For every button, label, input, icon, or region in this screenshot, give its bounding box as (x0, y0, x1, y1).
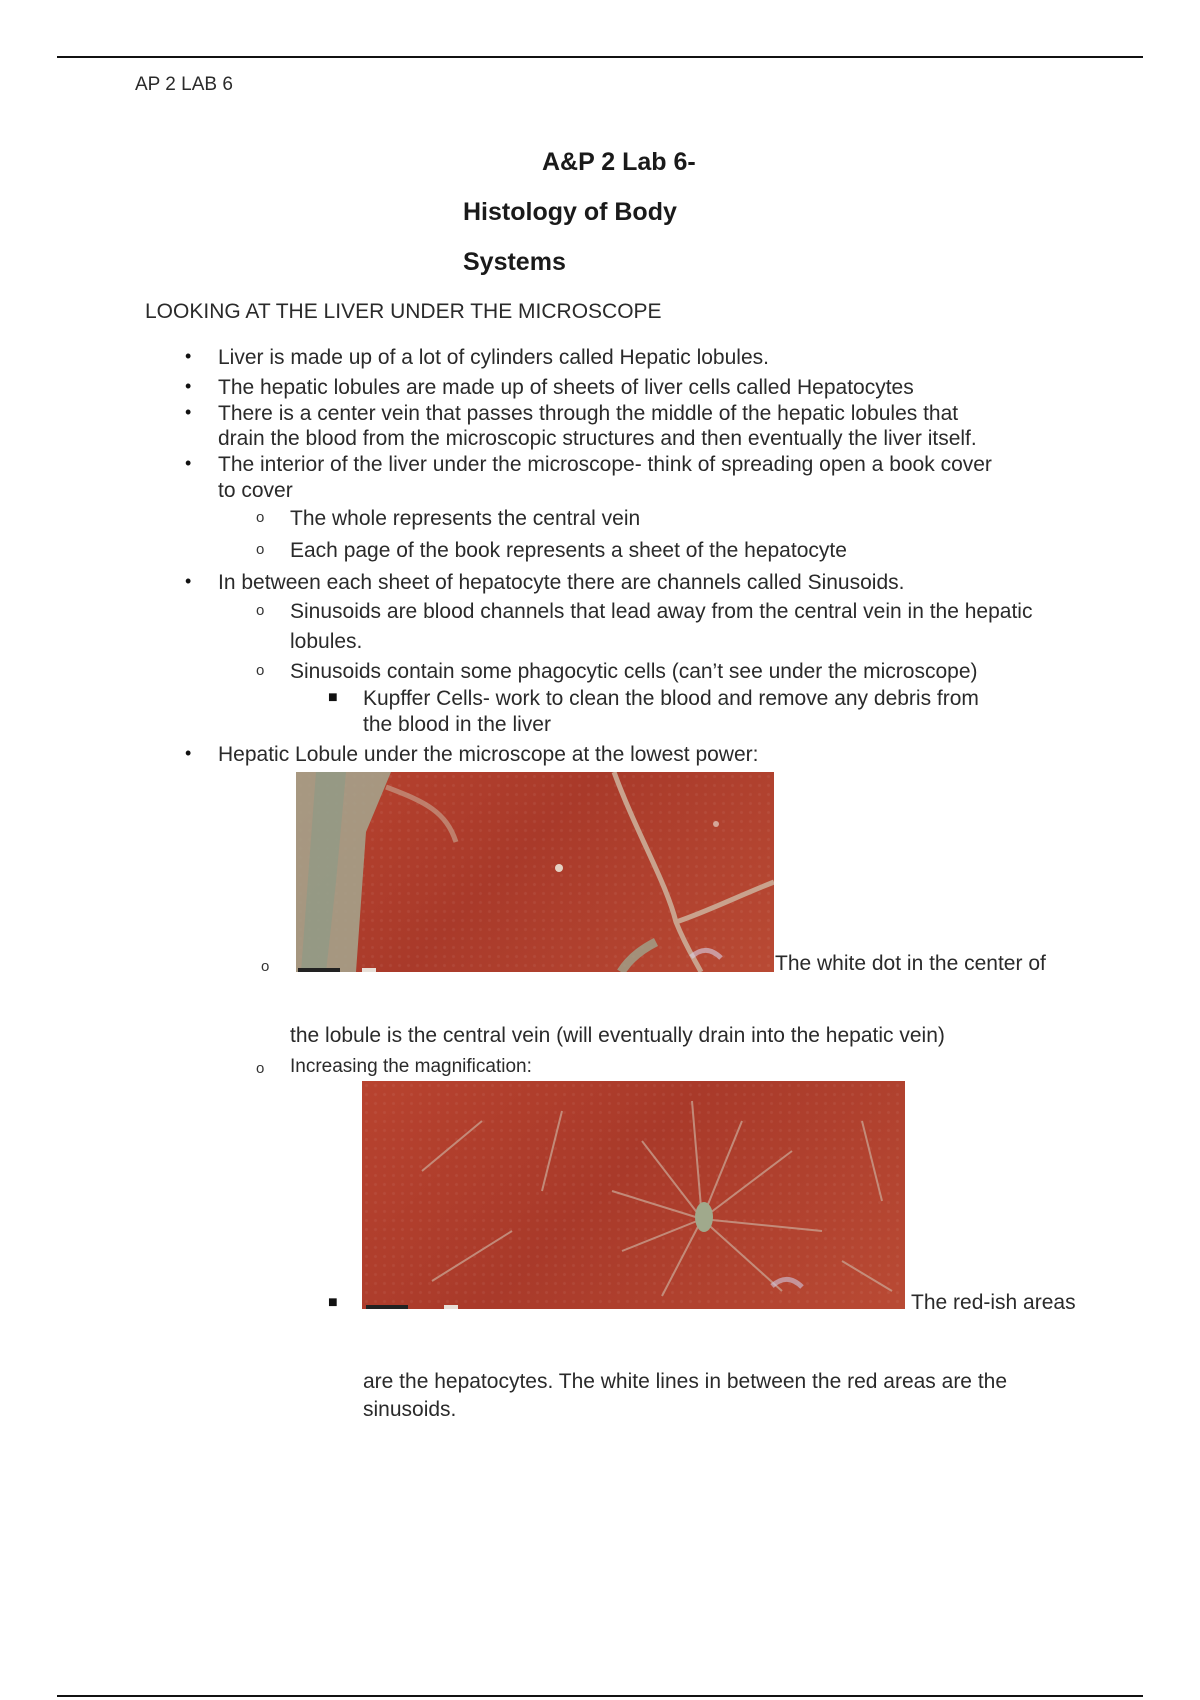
micrograph-1-caption-a: The white dot in the center of (775, 952, 1046, 975)
bullet-circle-icon: o (256, 541, 265, 558)
bullet-5-sub-1-line-1: Sinusoids are blood channels that lead away from the central vein in the hepatic (290, 600, 1033, 623)
bullet-square-icon: ■ (328, 689, 338, 706)
micrograph-2-caption-b-line-1: are the hepatocytes. The white lines in between the red areas are the (363, 1370, 1008, 1393)
bullet-5: In between each sheet of hepatocyte there are channels called Sinusoids. (218, 571, 905, 594)
footer-rule (57, 1695, 1143, 1697)
bullet-dot-icon: • (185, 376, 192, 396)
lobule-vessels-drawing (296, 772, 774, 972)
micrograph-high-power (362, 1081, 905, 1309)
bullet-3-line-1: There is a center vein that passes through the middle of the hepatic lobules that (218, 402, 959, 425)
page-header: AP 2 LAB 6 (135, 74, 233, 95)
bullet-5-subsub-1-line-1: Kupffer Cells- work to clean the blood and remove any debris from (363, 687, 979, 710)
bullet-dot-icon: • (185, 743, 192, 763)
bullet-square-icon: ■ (328, 1294, 338, 1311)
bullet-circle-icon: o (261, 958, 270, 975)
bullet-dot-icon: • (185, 453, 192, 473)
bullet-5-sub-2: Sinusoids contain some phagocytic cells (can’t see under the microscope) (290, 660, 978, 683)
header-rule (57, 56, 1143, 58)
bullet-circle-icon: o (256, 1060, 265, 1077)
title-line-1: A&P 2 Lab 6- (542, 148, 696, 176)
bullet-4-sub-1: The whole represents the central vein (290, 507, 641, 530)
bullet-1: Liver is made up of a lot of cylinders called Hepatic lobules. (218, 346, 769, 369)
bullet-circle-icon: o (256, 509, 265, 526)
bullet-4-line-1: The interior of the liver under the microscope- think of spreading open a book cover (218, 453, 992, 476)
scale-bar (298, 968, 340, 972)
bullet-dot-icon: • (185, 402, 192, 422)
micrograph-low-power (296, 772, 774, 972)
bullet-5-sub-1-line-2: lobules. (290, 630, 363, 653)
scale-label (362, 968, 376, 972)
bullet-2: The hepatic lobules are made up of sheets of liver cells called Hepatocytes (218, 376, 914, 399)
title-line-2: Histology of Body (463, 198, 677, 226)
bullet-6: Hepatic Lobule under the microscope at the lowest power: (218, 743, 759, 766)
micrograph-1-caption-b: the lobule is the central vein (will eventually drain into the hepatic vein) (290, 1024, 945, 1047)
scale-bar (366, 1305, 408, 1309)
bullet-6-sub-2: Increasing the magnification: (290, 1056, 532, 1077)
bullet-circle-icon: o (256, 602, 265, 619)
bullet-4-line-2: to cover (218, 479, 293, 502)
sinusoid-lines-drawing (362, 1081, 905, 1309)
title-line-3: Systems (463, 248, 566, 276)
bullet-4-sub-2: Each page of the book represents a sheet of the hepatocyte (290, 539, 847, 562)
section-heading: LOOKING AT THE LIVER UNDER THE MICROSCOPE (145, 300, 662, 323)
bullet-dot-icon: • (185, 346, 192, 366)
micrograph-2-caption-b-line-2: sinusoids. (363, 1398, 457, 1421)
bullet-3-line-2: drain the blood from the microscopic structures and then eventually the liver itself. (218, 427, 977, 450)
bullet-dot-icon: • (185, 571, 192, 591)
bullet-circle-icon: o (256, 662, 265, 679)
bullet-5-subsub-1-line-2: the blood in the liver (363, 713, 551, 736)
scale-label (444, 1305, 458, 1309)
micrograph-2-caption-a: The red-ish areas (911, 1291, 1076, 1314)
